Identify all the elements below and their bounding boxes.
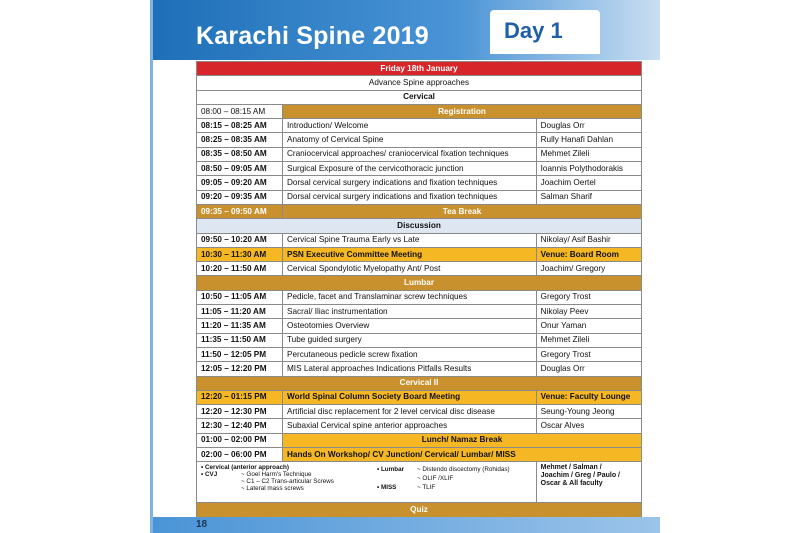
meeting-row [197,247,642,261]
page-number: 18 [196,519,208,530]
meeting-row [197,390,642,404]
section-row [197,90,642,104]
note-cvj-item: ~ Lateral mass screws [241,485,304,493]
note-lumbar: • Lumbar [377,466,405,474]
topic-cell: Percutaneous pedicle screw fixation [282,347,536,361]
topic-cell: Osteotomies Overview [282,319,536,333]
topic-cell: Pedicle, facet and Translaminar screw techniques [282,290,536,304]
topic-cell: Anatomy of Cervical Spine [282,133,536,147]
section-quiz: Quiz [197,503,642,517]
note-lumbar-item: ~ OLIF /XLIF [417,475,454,483]
note-lumbar-item: ~ TLIF [417,484,436,492]
time-cell: 09:20 – 09:35 AM [197,190,283,204]
lunch-row [197,433,642,447]
faculty-line: Joachim / Greg / Paulo / [540,472,620,480]
time-cell: 01:00 – 02:00 PM [197,433,283,447]
venue-cell: Venue: Board Room [536,247,641,261]
note-lumbar-item: ~ Distendo discectomy (Rohidas) [417,466,510,474]
table-row [197,133,642,147]
topic-cell: Subaxial Cervical spine anterior approaches [282,419,536,433]
section-row [197,219,642,233]
topic-cell: Artificial disc replacement for 2 level cervical disc disease [282,405,536,419]
note-cervical: • Cervical (anterior approach) [201,464,289,472]
page-left-border [150,0,153,533]
speaker-cell: Gregory Trost [536,347,641,361]
section-cervical-ii: Cervical II [197,376,642,390]
table-row [197,405,642,419]
table-row [197,347,642,361]
table-row [197,362,642,376]
topic-cell: MIS Lateral approaches Indications Pitfalls Results [282,362,536,376]
table-row [197,162,642,176]
speaker-cell: Seung-Young Jeong [536,405,641,419]
topic-cell: Dorsal cervical surgery indications and fixation techniques [282,176,536,190]
speaker-cell: Onur Yaman [536,319,641,333]
quiz-row [197,503,642,517]
note-cvj-item: ~ Goel Harm's Technique [241,471,312,479]
time-cell: 09:35 – 09:50 AM [197,204,283,218]
lunch-label: Lunch/ Namaz Break [282,433,641,447]
section-row [197,276,642,290]
speaker-cell: Nikolay/ Asif Bashir [536,233,641,247]
table-row [197,419,642,433]
workshop-topics-cell [197,462,537,503]
table-row [197,262,642,276]
footer-banner [153,517,660,533]
speaker-cell: Gregory Trost [536,290,641,304]
time-cell: 10:20 – 11:50 AM [197,262,283,276]
break-row [197,204,642,218]
table-row [197,190,642,204]
speaker-cell: Nikolay Peev [536,305,641,319]
time-cell: 08:00 – 08:15 AM [197,104,283,118]
date-line: Friday 18th January [197,62,642,76]
faculty-line: Mehmet / Salman / [540,464,602,472]
date-row [197,62,642,76]
table-row [197,290,642,304]
table-row [197,147,642,161]
time-cell: 12:05 – 12:20 PM [197,362,283,376]
time-cell: 09:50 – 10:20 AM [197,233,283,247]
speaker-cell: Joachim/ Gregory [536,262,641,276]
time-cell: 11:20 – 11:35 AM [197,319,283,333]
speaker-cell: Oscar Alves [536,419,641,433]
time-cell: 11:35 – 11:50 AM [197,333,283,347]
day-label: Day 1 [504,18,563,43]
time-cell: 09:05 – 09:20 AM [197,176,283,190]
time-cell: 08:15 – 08:25 AM [197,119,283,133]
faculty-line: Oscar & All faculty [540,480,603,488]
venue-cell: Venue: Faculty Lounge [536,390,641,404]
tea-break-label: Tea Break [282,204,641,218]
time-cell: 12:20 – 12:30 PM [197,405,283,419]
section-discussion: Discussion [197,219,642,233]
time-cell: 08:35 – 08:50 AM [197,147,283,161]
note-miss: • MISS [377,484,397,492]
subtitle: Advance Spine approaches [197,76,642,90]
time-cell: 10:30 – 11:30 AM [197,247,283,261]
topic-cell: Sacral/ Iliac instrumentation [282,305,536,319]
workshop-row [197,448,642,462]
section-lumbar: Lumbar [197,276,642,290]
table-row [197,305,642,319]
time-cell: 12:30 – 12:40 PM [197,419,283,433]
table-row [197,119,642,133]
section-cervical: Cervical [197,90,642,104]
table-row [197,233,642,247]
table-row [197,319,642,333]
time-cell: 02:00 – 06:00 PM [197,448,283,462]
speaker-cell: Salman Sharif [536,190,641,204]
table-row [197,104,642,118]
speaker-cell: Mehmet Zileli [536,147,641,161]
topic-cell: Surgical Exposure of the cervicothoracic junction [282,162,536,176]
note-cvj-item: ~ C1 – C2 Trans-articular Screws [241,478,334,486]
schedule-table [196,61,642,518]
topic-cell: Cervical Spine Trauma Early vs Late [282,233,536,247]
page-title: Karachi Spine 2019 [196,22,429,50]
time-cell: 10:50 – 11:05 AM [197,290,283,304]
topic-cell: Craniocervical approaches/ craniocervical fixation techniques [282,147,536,161]
speaker-cell: Douglas Orr [536,119,641,133]
registration-label: Registration [282,104,641,118]
table-row [197,333,642,347]
time-cell: 12:20 – 01:15 PM [197,390,283,404]
speaker-cell: Ioannis Polythodorakis [536,162,641,176]
topic-cell: Dorsal cervical surgery indications and fixation techniques [282,190,536,204]
topic-cell: PSN Executive Committee Meeting [282,247,536,261]
notes-row [197,462,642,503]
topic-cell: Introduction/ Welcome [282,119,536,133]
topic-cell: Cervical Spondylotic Myelopathy Ant/ Post [282,262,536,276]
time-cell: 08:50 – 09:05 AM [197,162,283,176]
speaker-cell: Rully Hanafi Dahlan [536,133,641,147]
time-cell: 11:50 – 12:05 PM [197,347,283,361]
table-row [197,176,642,190]
speaker-cell: Douglas Orr [536,362,641,376]
faculty-cell [536,462,641,503]
note-cvj: • CVJ [201,471,218,479]
workshop-label: Hands On Workshop/ CV Junction/ Cervical/ Lumbar/ MISS [282,448,641,462]
topic-cell: Tube guided surgery [282,333,536,347]
section-row [197,376,642,390]
topic-cell: World Spinal Column Society Board Meeting [282,390,536,404]
subtitle-row [197,76,642,90]
time-cell: 11:05 – 11:20 AM [197,305,283,319]
time-cell: 08:25 – 08:35 AM [197,133,283,147]
speaker-cell: Joachim Oertel [536,176,641,190]
speaker-cell: Mehmet Zileli [536,333,641,347]
